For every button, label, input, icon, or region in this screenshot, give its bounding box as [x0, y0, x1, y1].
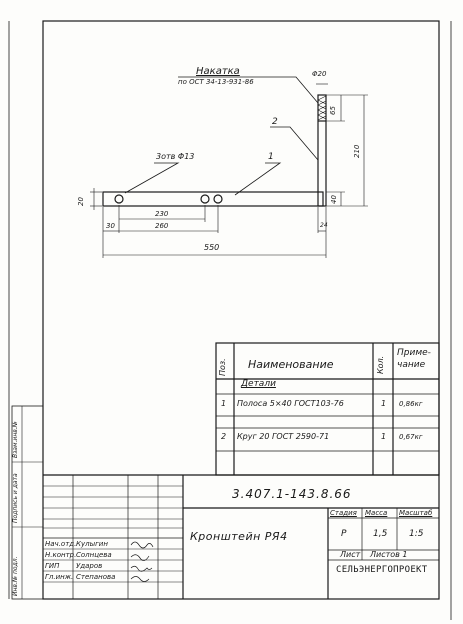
hole-label: 3отв Φ13 [156, 152, 195, 161]
knurl-label: Накатка [196, 66, 240, 77]
col-header-note-1: Приме- [397, 348, 431, 358]
staff-name: Солнцева [76, 551, 112, 559]
hole [214, 195, 222, 203]
dim-65: 65 [329, 106, 337, 115]
dim-230: 230 [155, 210, 169, 218]
callout-part-2: 2 [272, 117, 278, 127]
signature [131, 577, 149, 582]
scale-label: Масштаб [399, 509, 433, 517]
rod-diameter: Φ20 [312, 70, 327, 78]
row-1-qty: 1 [381, 399, 387, 408]
col-header-pos: Поз. [218, 358, 227, 376]
stage-label: Стадия [330, 509, 357, 517]
staff-role: Гл.инж. [45, 573, 74, 581]
row-1-pos: 1 [221, 399, 227, 408]
staff-name: Кулыгин [76, 540, 108, 548]
row-2-pos: 2 [221, 432, 227, 441]
staff-role: ГИП [45, 562, 60, 570]
signature [131, 566, 152, 571]
dim-40: 40 [330, 195, 338, 204]
col-header-note-2: чание [397, 360, 426, 370]
row-1-name: Полоса 5×40 ГОСТ103-76 [237, 399, 344, 408]
side-field-replaced-inv: Взам.инв.№ [12, 421, 19, 458]
side-field-signature-date: Подпись и дата [12, 473, 19, 523]
dim-260: 260 [155, 222, 169, 230]
dim-24: 24 [320, 222, 328, 229]
staff-name: Удаpов [76, 562, 103, 570]
sheet-label: Лист [340, 550, 361, 559]
staff-role: Н.контр. [45, 551, 77, 559]
sheets-label: Листов 1 [370, 550, 408, 559]
strip-part [103, 192, 323, 206]
callout-part-1: 1 [268, 152, 274, 162]
scale-value: 1:5 [409, 529, 424, 539]
mass-label: Масса [365, 509, 388, 517]
knurl-standard: по ОСТ 34-13-931-86 [178, 78, 254, 86]
document-title: Кронштейн РЯ4 [190, 530, 288, 543]
section-title: Детали [241, 379, 276, 389]
row-2-name: Круг 20 ГОСТ 2590-71 [237, 432, 330, 441]
col-header-qty: Кол. [376, 355, 385, 374]
staff-role: Нач.отд. [45, 540, 77, 548]
dim-210: 210 [353, 144, 361, 158]
organization-name: СЕЛЬЭНЕРГОПРОЕКТ [336, 565, 428, 575]
hole [201, 195, 209, 203]
dim-20: 20 [77, 197, 85, 206]
row-2-qty: 1 [381, 432, 387, 441]
knurl-hatch [318, 96, 326, 120]
stage-value: Р [341, 529, 347, 539]
mass-value: 1,5 [373, 529, 388, 539]
row-1-note: 0,86кг [399, 400, 423, 408]
row-2-note: 0,67кг [399, 433, 423, 441]
signature [131, 542, 153, 548]
document-code: 3.407.1-143.8.66 [232, 487, 352, 501]
dim-30: 30 [106, 222, 115, 230]
col-header-name: Наименование [248, 358, 334, 371]
dim-550: 550 [204, 243, 220, 252]
hole [115, 195, 123, 203]
signature [131, 555, 149, 561]
staff-name: Степанова [76, 573, 116, 581]
side-field-inv-no: Инв.№ подл. [12, 556, 19, 596]
